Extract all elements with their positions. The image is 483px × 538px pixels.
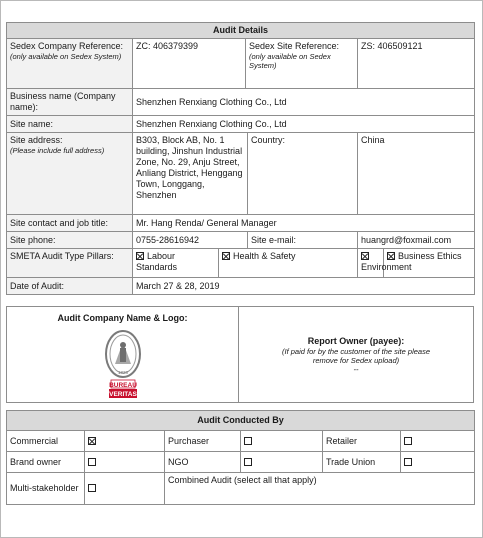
business-name-value: Shenzhen Renxiang Clothing Co., Ltd (133, 89, 475, 116)
site-contact-value: Mr. Hang Renda/ General Manager (133, 215, 475, 232)
audit-conducted-by-title: Audit Conducted By (7, 411, 475, 431)
company-ref-cell (7, 39, 133, 89)
commercial-check-cell (85, 431, 165, 452)
audit-conducted-by-table (6, 410, 475, 505)
audit-company-table (6, 306, 474, 403)
commercial-label: Commercial (7, 431, 85, 452)
purchaser-checkbox[interactable] (244, 437, 252, 445)
logo-word-veritas: VERITAS (108, 391, 137, 398)
pillar-business-ethics-label: Business Ethics (398, 251, 462, 261)
retailer-label: Retailer (323, 431, 401, 452)
retailer-checkbox[interactable] (404, 437, 412, 445)
report-owner-note: (If paid for by the customer of the site please remove for Sedex upload) (282, 346, 430, 365)
ngo-label: NGO (165, 452, 241, 473)
logo-word-bureau: BUREAU (108, 382, 137, 389)
site-ref-label: Sedex Site Reference: (249, 41, 340, 51)
brand-owner-check-cell (85, 452, 165, 473)
retailer-check-cell (401, 431, 475, 452)
pillar-labour (133, 249, 219, 278)
company-ref-value: ZC: 406379399 (133, 39, 246, 89)
site-address-note: (Please include full address) (10, 146, 105, 155)
labour-checkbox[interactable] (136, 252, 144, 260)
ngo-check-cell (241, 452, 323, 473)
company-ref-note: (only available on Sedex System) (10, 52, 122, 61)
site-name-value: Shenzhen Renxiang Clothing Co., Ltd (133, 116, 475, 133)
report-owner-label: Report Owner (payee): (307, 335, 405, 346)
bureau-veritas-logo (10, 328, 235, 400)
site-email-value: huangrd@foxmail.com (358, 232, 475, 249)
brand-owner-checkbox[interactable] (88, 458, 96, 466)
pillar-environment (358, 249, 412, 278)
pillar-health-safety-label: Health & Safety (233, 251, 296, 261)
site-address-value: B303, Block AB, No. 1 building, Jinshun Industrial Zone, No. 29, Anju Street, Anliang District, Henggang Town, Longgang, Shenzhen (133, 133, 248, 215)
audit-date-value: March 27 & 28, 2019 (133, 278, 475, 295)
site-ref-note: (only available on Sedex System) (249, 52, 331, 70)
audit-company-label: Audit Company Name & Logo: (57, 313, 188, 323)
purchaser-check-cell (241, 431, 323, 452)
logo-year: 1828 (117, 370, 128, 375)
pillar-labour-label: Labour Standards (136, 251, 178, 272)
pillar-health-safety (219, 249, 358, 278)
business-ethics-checkbox[interactable] (387, 252, 395, 260)
ngo-checkbox[interactable] (244, 458, 252, 466)
site-contact-label: Site contact and job title: (7, 215, 133, 232)
company-ref-label: Sedex Company Reference: (10, 41, 124, 51)
site-phone-label: Site phone: (7, 232, 133, 249)
report-owner-cell (239, 307, 474, 403)
combined-audit-label: Combined Audit (select all that apply) (165, 473, 475, 505)
country-value: China (358, 133, 475, 215)
commercial-checkbox[interactable] (88, 437, 96, 445)
trade-union-label: Trade Union (323, 452, 401, 473)
site-ref-value: ZS: 406509121 (358, 39, 475, 89)
audit-company-cell (7, 307, 239, 403)
brand-owner-label: Brand owner (7, 452, 85, 473)
report-owner-value: -- (353, 364, 359, 374)
country-label: Country: (248, 133, 358, 215)
business-name-label: Business name (Company name): (7, 89, 133, 116)
site-address-label: Site address: (10, 135, 63, 145)
site-email-label: Site e-mail: (248, 232, 358, 249)
trade-union-checkbox[interactable] (404, 458, 412, 466)
site-name-label: Site name: (7, 116, 133, 133)
multi-stakeholder-checkbox[interactable] (88, 484, 96, 492)
site-phone-value: 0755-28616942 (133, 232, 248, 249)
site-ref-cell (246, 39, 358, 89)
multi-stakeholder-label: Multi-stakeholder (7, 473, 85, 505)
pillar-environment-label: Environment (361, 262, 412, 272)
bureau-veritas-seal-icon (97, 328, 149, 400)
site-address-cell (7, 133, 133, 215)
environment-checkbox[interactable] (361, 252, 369, 260)
health-safety-checkbox[interactable] (222, 252, 230, 260)
audit-details-title: Audit Details (7, 23, 475, 39)
purchaser-label: Purchaser (165, 431, 241, 452)
audit-details-table (6, 22, 475, 295)
audit-date-label: Date of Audit: (7, 278, 133, 295)
pillars-label: SMETA Audit Type Pillars: (7, 249, 133, 278)
trade-union-check-cell (401, 452, 475, 473)
multi-stakeholder-check-cell (85, 473, 165, 505)
